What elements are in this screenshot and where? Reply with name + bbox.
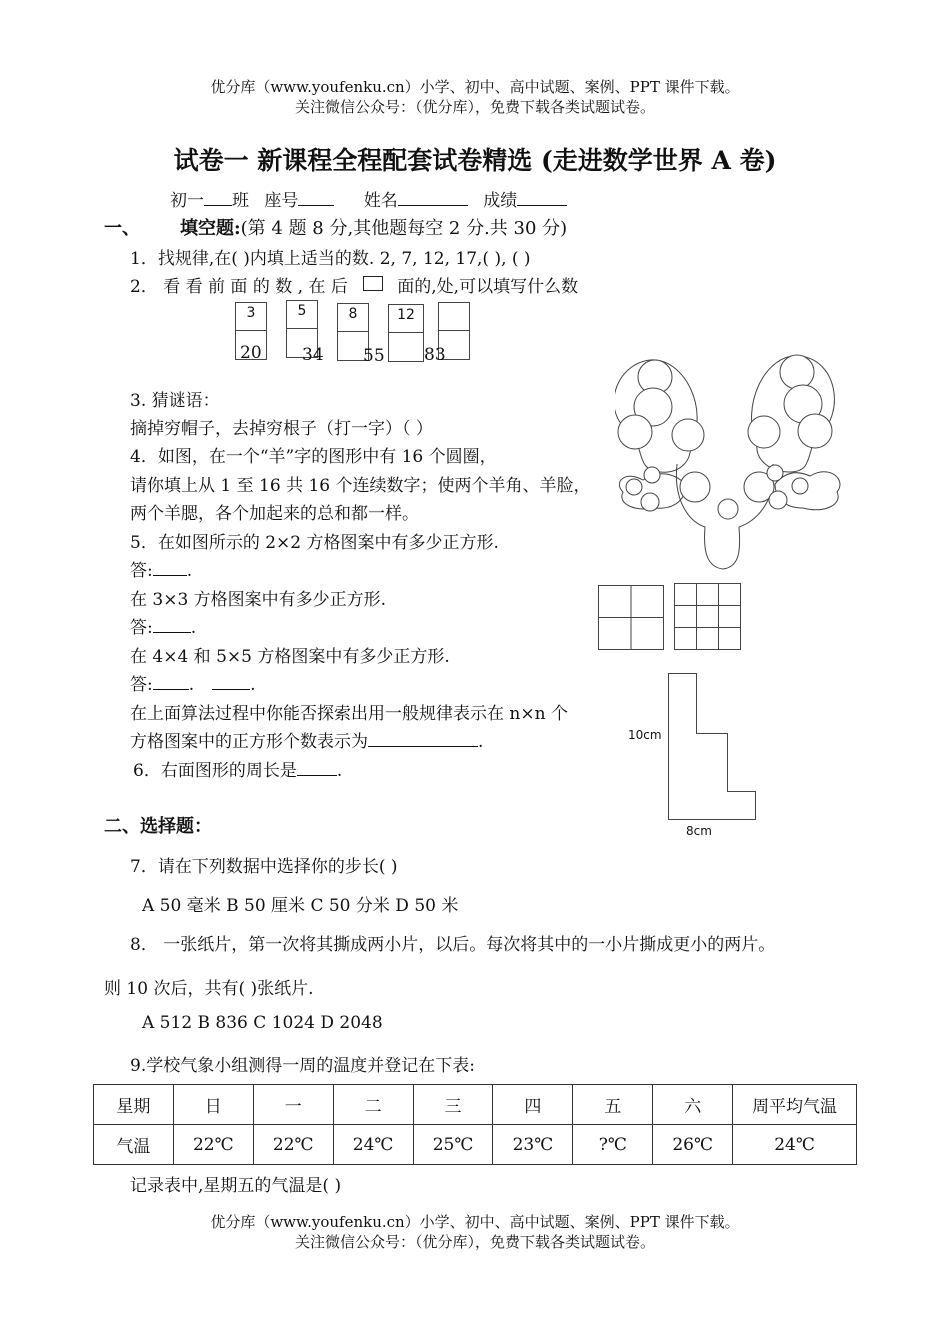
answer-blank[interactable]: [153, 672, 189, 690]
q2-bottom-1: 20: [240, 343, 262, 363]
question-6: 6．右面图形的周长是 .: [133, 756, 342, 781]
question-5-line-7: 在上面算法过程中你能否探索出用一般规律表示在 n×n 个: [130, 704, 568, 724]
question-1: 1．找规律,在( )内填上适当的数. 2, 7, 12, 17,( ), ( ): [130, 249, 531, 269]
name-blank[interactable]: [398, 188, 468, 206]
answer-label: 答:: [130, 618, 153, 638]
question-4-line-1: 4．如图，在一个“羊”字的图形中有 16 个圆圈，: [130, 447, 497, 467]
page-title: 试卷一 新课程全程配套试卷精选 (走进数学世界 A 卷): [173, 146, 777, 175]
table-cell: 四: [493, 1085, 573, 1125]
question-5-answer-1: 答: .: [130, 556, 192, 581]
question-5-answer-2: 答: .: [130, 613, 196, 638]
footer-line-1: 优分库（www.youfenku.cn）小学、初中、高中试题、案例、PPT 课件下载。: [210, 1213, 740, 1231]
table-cell: 周平均气温: [733, 1085, 857, 1125]
question-8-options: A 512 B 836 C 1024 D 2048: [142, 1013, 383, 1033]
formula-blank[interactable]: [368, 729, 478, 747]
student-info: [170, 186, 567, 211]
table-cell: 气温: [94, 1125, 174, 1165]
empty-box-icon: [363, 276, 383, 291]
number-box-4: [388, 304, 424, 362]
q2-bottom-4: 83: [424, 345, 446, 365]
table-cell: 一: [253, 1085, 333, 1125]
q2-bottom-3: 55: [363, 346, 385, 366]
question-2-part-b: 面的,处,可以填写什么数: [397, 277, 579, 297]
question-5-line-1: 5．在如图所示的 2×2 方格图案中有多少正方形.: [130, 533, 499, 553]
question-9: 9.学校气象小组测得一周的温度并登记在下表:: [130, 1056, 475, 1076]
section1-note: (第 4 题 8 分,其他题每空 2 分.共 30 分): [240, 218, 568, 239]
box-top-value: 8: [348, 306, 358, 322]
question-9-prompt: 记录表中,星期五的气温是( ): [130, 1176, 342, 1196]
question-8-line-1: 8． 一张纸片，第一次将其撕成两小片，以后。每次将其中的一小片撕成更小的两片。: [130, 935, 776, 955]
section1-number: 一、: [104, 218, 140, 239]
class-blank[interactable]: [204, 188, 232, 206]
section1-title: 填空题:: [180, 218, 241, 239]
height-dimension-label: 10cm: [628, 728, 662, 742]
table-cell: 五: [573, 1085, 653, 1125]
class-label: 班: [232, 191, 249, 211]
answer-blank[interactable]: [153, 615, 191, 633]
table-header-row: [94, 1085, 857, 1125]
table-cell: 二: [333, 1085, 413, 1125]
table-row: [94, 1125, 857, 1165]
table-cell: 23℃: [493, 1125, 573, 1165]
grade-label: 初一: [170, 191, 204, 211]
score-label: 成绩: [483, 191, 518, 211]
question-2-part-a: 2． 看 看 前 面 的 数 , 在 后: [130, 277, 348, 297]
box-top-value: 5: [297, 303, 307, 319]
answer-label: 答:: [130, 561, 153, 581]
question-3-text: 摘掉穷帽子，去掉穷根子（打一字）（ ）: [130, 419, 433, 439]
seat-label: 座号: [264, 191, 299, 211]
table-cell: 日: [173, 1085, 253, 1125]
table-cell: 24℃: [333, 1125, 413, 1165]
question-6-text: 6．右面图形的周长是: [133, 761, 297, 781]
seat-blank[interactable]: [298, 188, 334, 206]
header-line-2: 关注微信公众号：（优分库），免费下载各类试题试卷。: [294, 98, 655, 116]
answer-blank[interactable]: [153, 558, 187, 576]
table-cell: 24℃: [733, 1125, 857, 1165]
name-label: 姓名: [363, 191, 398, 211]
box-top-value: 3: [246, 305, 256, 321]
q2-bottom-2: 34: [302, 345, 324, 365]
temperature-table: [93, 1084, 857, 1165]
header-line-1: 优分库（www.youfenku.cn）小学、初中、高中试题、案例、PPT 课件下载。: [210, 78, 740, 96]
sheep-circle-figure: [615, 352, 845, 574]
section1-heading: [104, 214, 567, 240]
question-8-line-2: 则 10 次后，共有( )张纸片.: [104, 979, 314, 999]
question-7: 7．请在下列数据中选择你的步长( ): [130, 857, 398, 877]
question-7-options: A 50 毫米 B 50 厘米 C 50 分米 D 50 米: [142, 896, 459, 916]
table-cell: 六: [653, 1085, 733, 1125]
question-5-line-8: 方格图案中的正方形个数表示为 .: [130, 727, 483, 752]
question-2: [130, 272, 578, 297]
table-cell: 25℃: [413, 1125, 493, 1165]
box-top-value: 12: [397, 307, 415, 323]
grid-3x3: [675, 584, 741, 650]
table-cell: 22℃: [253, 1125, 333, 1165]
table-cell: 三: [413, 1085, 493, 1125]
table-cell: 26℃: [653, 1125, 733, 1165]
width-dimension-label: 8cm: [686, 824, 712, 838]
question-3-title: 3. 猜谜语：: [130, 391, 220, 411]
table-cell: 22℃: [173, 1125, 253, 1165]
question-5-line-3: 在 3×3 方格图案中有多少正方形.: [130, 590, 387, 610]
answer-label: 答:: [130, 675, 153, 695]
table-cell: ?℃: [573, 1125, 653, 1165]
grid-figures: [598, 583, 748, 651]
score-blank[interactable]: [517, 188, 567, 206]
question-5-line-5: 在 4×4 和 5×5 方格图案中有多少正方形.: [130, 647, 450, 667]
footer-line-2: 关注微信公众号：（优分库），免费下载各类试题试卷。: [294, 1233, 655, 1251]
question-4-line-3: 两个羊腮，各个加起来的总和都一样。: [130, 504, 419, 524]
staircase-figure: [668, 673, 758, 821]
question-5-answer-3: 答: . .: [130, 670, 256, 695]
section2-heading: 二、选择题：: [104, 816, 212, 837]
question-5-line-8-text: 方格图案中的正方形个数表示为: [130, 732, 368, 752]
perimeter-blank[interactable]: [297, 758, 337, 776]
answer-blank[interactable]: [212, 672, 250, 690]
table-cell: 星期: [94, 1085, 174, 1125]
question-4-line-2: 请你填上从 1 至 16 共 16 个连续数字；使两个羊角、羊脸，: [130, 476, 591, 496]
